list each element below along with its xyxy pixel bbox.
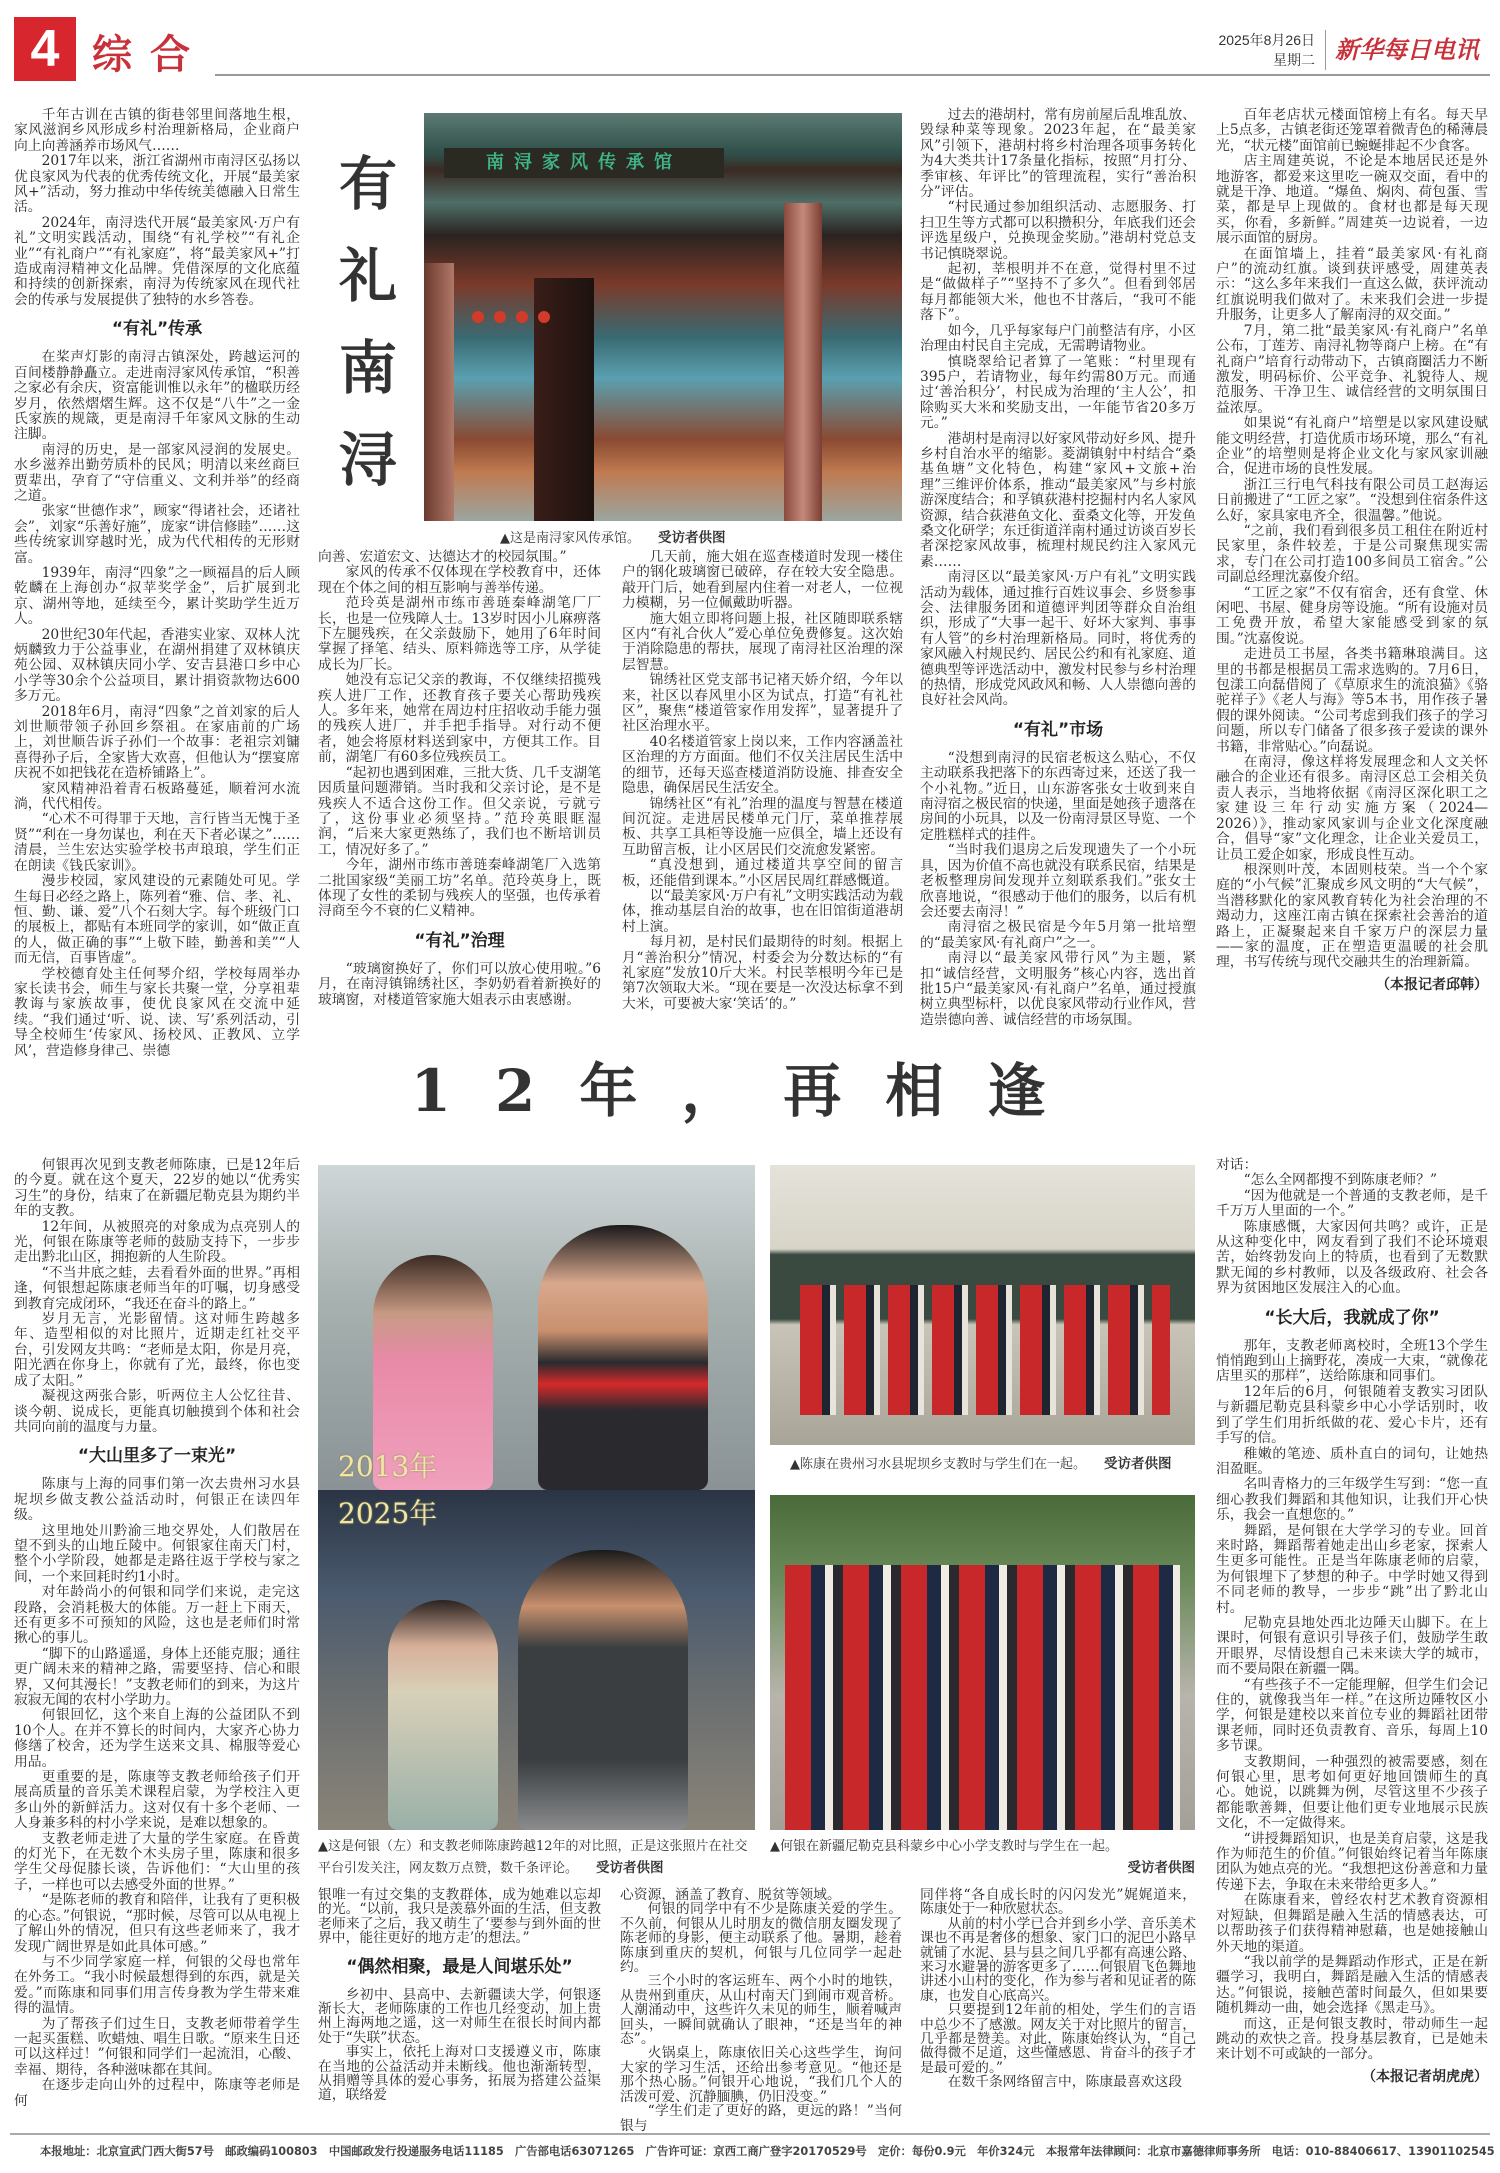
paragraph: 2018年6月，南浔“四象”之首刘家的后人刘世顺带领子孙回乡祭祖。在家庙前的广场上，刘世顺告诉子孙们一个故事：老祖宗刘镛喜得孙子后，全家皆大欢喜，但他认为“摆宴席庆祝不如把钱花在造桥铺路上”。 [14,703,300,782]
top-article-vertical-title [335,138,401,506]
paragraph: “脚下的山路遥遥，身体上还能克服；通往更广阔未来的精神之路，需要坚持、信心和眼界，又何其漫长！”支教老师们的到来，为这片寂寂无闻的农村小学助力。 [14,1645,300,1708]
paragraph: 起初，莘根明并不在意，觉得村里不过是“做做样子”“坚持不了多久”。但看到邻居每月都能领大米，他也不甘落后，“我可不能落下”。 [920,261,1196,324]
top-article-column-2b [622,550,903,1012]
section-name: 综合 [92,31,208,78]
paragraph: “我以前学的是舞蹈动作形式，正是在新疆学习，我明白，舞蹈是融入生活的情感表达。”何银说，接触芭蕾时间最久，但如果要随机舞动一曲，她会选择《黑走马》。 [1216,1953,1488,2017]
caption-text: ▲这是何银（左）和支教老师陈康跨越12年的对比照，正是这张照片在社交平台引发关注，网友数万点赞，数千条评论。 [318,1839,748,1876]
paragraph: 那年，支教老师离校时，全班13个学生悄悄跑到山上摘野花，凑成一大束，“就像花店里买的那样”，送给陈康和同事们。 [1216,1337,1488,1385]
paragraph: “有些孩子不一定能理解，但学生们会记住的，就像我当年一样。”在这所边陲牧区小学，何银是建校以来首位专业的舞蹈社团带课老师，同时还负责教育、音乐，每周上10多节课。 [1216,1676,1488,1755]
caption-text: ▲陈康在贵州习水县坭坝乡支教时与学生们在一起。 [790,1457,1086,1472]
paragraph: “怎么全网都搜不到陈康老师？” [1243,1172,1438,1189]
paragraph: 南浔区以“最美家风·万户有礼”文明实践活动为载体，通过推行百姓议事会、乡贤参事会、法律服务团和道德评判团等群众自治组织，形成了“大事一起干、好坏大家判、事事有人管”的乡村治理新格局。同时，将优秀的家风融入村规民约、居民公约和有礼家庭、道德典型等评选活动中，激发村民参与乡村治理的热情，形成党风政风和畅、人人崇德向善的良好社会风尚。 [920,569,1196,709]
paragraph: “真没想到，通过楼道共享空间的留言板，还能借到课本。”小区居民周红群感慨道。 [622,857,903,889]
red-lanterns [472,311,484,323]
paragraph: 浙江三行电气科技有限公司员工赵海运日前搬进了“工匠之家”。“没想到住宿条件这么好，家具家电齐全，很温馨。”他说。 [1216,476,1488,524]
paragraph: 学校德育处主任何琴介绍，学校每周举办家长读书会，师生与家长共聚一堂，分享祖辈教诲与家族故事，使优良家风在交流中延续。“我们通过‘听、说、读、写’系列活动，引导全校师生‘传家风、扬校风、正教风、立学风’，营造修身律己、崇德 [14,965,300,1059]
paragraph: 岁月无言，光影留情。这对师生跨越多年、造型相似的对比照片，近期走红社交平台，引发网友共鸣：“老师是太阳，你是月亮，阳光洒在你身上，你就有了光，最终，你也变成了太阳。” [14,1311,300,1389]
paragraph: 百年老店状元楼面馆榜上有名。每天早上5点多，古镇老街还笼罩着微青色的稀薄晨光，“状元楼”面馆前已蜿蜒排起不少食客。 [1216,107,1488,154]
classroom-photo [770,1165,1195,1445]
paragraph: 20世纪30年代起，香港实业家、双林人沈炳麟致力于公益事业，在湖州捐建了双林镇庆苑公园、双林镇庆同小学、安吉县港口乡中心小学等30余个公益项目，累计捐资款物达600多万元。 [14,626,300,705]
page-number: 4 [14,17,76,81]
paragraph: 对话： [1216,1157,1258,1173]
paragraph: 12年后的6月，何银随着支教实习团队与新疆尼勒克县科蒙乡中心小学话别时，收到了学生们用折纸做的花、爱心卡片，还有手写的信。 [1216,1383,1488,1447]
teacher-figure [538,1225,708,1490]
paragraph: 这里地处川黔渝三地交界处，人们散居在望不到头的山地丘陵中。何银家住南天门村，整个小学阶段，她都是走路往返于学校与家之间，一个来回耗时约1小时。 [14,1522,300,1585]
paragraph: 1939年，南浔“四象”之一顾福昌的后人顾乾麟在上海创办“叔苹奖学金”，后扩展到北京、湖州等地，延续至今，累计奖助学生近万人。 [14,564,300,628]
issue-date [1190,30,1315,70]
paragraph: “村民通过参加组织活动、志愿服务、打扫卫生等方式都可以积攒积分，年底我们还会评选星级户，兑换现金奖励。”港胡村党总支书记慎晓翠说。 [920,199,1196,262]
newspaper-logo: 新华每日电讯 [1335,35,1479,64]
bottom-article-column-1 [14,1158,300,2109]
hall-plaque: 南浔家风传承馆 [444,148,724,178]
paragraph: 尼勒克县地处西北边陲天山脚下。在上课时，何银有意识引导孩子们，鼓励学生敢开眼界，尽情设想自己未来读大学的城市，而不要局限在新疆一隅。 [1216,1614,1488,1678]
paragraph: 舞蹈，是何银在大学学习的专业。回首来时路，舞蹈帮着她走出山乡老家，探索人生更多可能性。正是当年陈康老师的启蒙，为何银埋下了梦想的种子。中学时她又得到不同老师的教导，一步步“跳”出了黔北山村。 [1216,1522,1488,1616]
heritage-hall-photo [424,113,902,521]
footer-rule [10,2133,1490,2135]
paragraph: 在南浔，像这样将发展理念和人文关怀融合的企业还有很多。南浔区总工会相关负责人表示，当地将依据《南浔区深化职工之家建设三年行动实施方案（2024—2026）》，推动家风家训与企业文化深度融合，倡导“家”文化理念，让企业关爱员工，让员工爱企如家，形成良性互动。 [1216,754,1488,863]
bottom-article-column-3 [620,1888,902,2133]
title-char: 南 [338,334,397,402]
paragraph: 事实上，依托上海对口支援遵义市，陈康在当地的公益活动并未断线。他也渐渐转型，从捐赠等具体的爱心事务，拓展为搭建公益渠道，联络爱 [318,2044,601,2104]
paragraph: 范玲英是湖州市练市善琏秦峰湖笔厂厂长，也是一位残障人士。13岁时因小儿麻痹落下左腿残疾，在父亲鼓励下，她用了6年时间掌握了择笔、结头、原料筛选等工序，从学徒成长为厂长。 [318,595,601,673]
paragraph: 几天前，施大姐在巡查楼道时发现一楼住户的钢化玻璃窗已破碎，存在较大安全隐患。敲开门后，她看到屋内住着一对老人，一位视力模糊，另一位佩戴助听器。 [622,549,903,612]
top-article-column-1 [14,108,300,1059]
paragraph: 从前的村小学已合并到乡小学、音乐美术课也不再是奢侈的想象、家门口的泥巴小路早就铺了水泥、县与县之间几乎都有高速公路、来习水避暑的游客更多了……何银眉飞色舞地讲述小山村的变化，作为参与者和见证者的陈康，也发自心底高兴。 [920,1915,1196,2004]
caption-text: ▲这是南浔家风传承馆。 [500,531,640,546]
paragraph: 银唯一有过交集的支教群体，成为她难以忘却的光。“以前，我只是羡慕外面的生活，但支教老师来了之后，我又萌生了‘要参与到外面的世界中，能往更好的地方走’的想法。” [318,1887,601,1947]
paragraph: “当时我们退房之后发现遗失了一个小玩具，因为价值不高也就没有联系民宿，结果是老板整理房间发现并立刻联系我们。”张女士欣喜地说，“很感动于他们的服务，以后有机会还要去南浔！” [920,842,1196,920]
paragraph: 锦绣社区“有礼”治理的温度与智慧在楼道间沉淀。走进居民楼单元门厅，菜单推荐展板、共享工具柜等设施一应俱全，墙上还设有互助留言板，让小区居民们交流愈发紧密。 [622,795,903,858]
paragraph: 火锅桌上，陈康依旧关心这些学生，询问大家的学习生活，还给出参考意见。“他还是那个热心肠。”何银开心地说，“我们几个人的活泼可爱、沉静腼腆，仍旧没变。” [620,2045,902,2105]
photo-credit: 受访者供图 [1127,1860,1195,1876]
paragraph: 过去的港胡村，常有房前屋后乱堆乱放、毁绿种菜等现象。2023年起，在“最美家风”引领下，港胡村将乡村治理各项事务转化为4大类共计17条量化指标，按照“月打分、季审核、年评比”的管理流程，实行“善治积分”评估。 [920,107,1196,201]
paragraph: 家风的传承不仅体现在学校教育中，还体现在个体之间的相互影响与善举传递。 [318,564,601,596]
paragraph: 如果说“有礼商户”培塑是以家风建设赋能文明经营，打造优质市场环境，那么“有礼企业”的培塑则是将企业文化与家风家训融合，促进市场的良性发展。 [1216,415,1488,478]
paragraph: 同伴将“各自成长时的闪闪发光”娓娓道来，陈康处于一种欣慰状态。 [920,1887,1196,1918]
photo-credit: 受访者供图 [658,530,726,546]
paragraph: 在逐步走向山外的过程中，陈康等老师是何 [14,2077,300,2109]
paragraph: 如今，几乎每家每户门前整洁有序，小区治理由村民自主完成，无需聘请物业。 [920,322,1196,355]
paragraph: 每月初，是村民们最期待的时刻。根据上月“善治积分”情况，村委会为分数达标的“有礼家庭”发放10斤大米。村民莘根明今年已是第7次领取大米。“现在要是一次没达标拿不到大米，可要被大家‘笑话’的。” [622,934,903,1012]
paragraph: 支教老师走进了大量的学生家庭。在昏黄的灯光下，在无数个木头房子里，陈康和很多学生父母促膝长谈，告诉他们：“大山里的孩子，一样也可以去感受外面的世界。” [14,1830,300,1893]
paragraph: “没想到南浔的民宿老板这么贴心，不仅主动联系我把落下的东西寄过来，还送了我一个小礼物。”近日，山东游客张女士收到来自南浔宿之极民宿的快递，里面是她孩子遗落在房间的小玩具，以及一份南浔景区导览、一个定胜糕样式的挂件。 [920,749,1196,843]
bottom-article-column-5 [1216,1158,1488,2087]
photo-credit: 受访者供图 [1104,1456,1172,1472]
footer-imprint: 本报地址：北京宣武门西大街57号 邮政编码100803 中国邮政发行投递服务电话11185 广告部电话63071265 广告许可证：京西工商广登字20170529号 定价：每份0.9元 年价324元 本报常年法律顾问：北京市嘉德律师事务所 电话：010-88406617、13901102545 [40,2145,1495,2158]
paragraph: 乡初中、县高中、去新疆读大学，何银逐渐长大，老师陈康的工作也几经变动，加上贵州上海两地之遥，这一对师生在很长时间内都处于“失联”状态。 [318,1986,601,2046]
subheading: “偶然相聚，最是人间堪乐处” [346,1956,573,1977]
header-rule [215,74,1490,76]
year-label-2025: 2025年 [338,1497,438,1530]
paragraph: 千年古训在古镇的街巷邻里间落地生根，家风滋润乡风形成乡村治理新格局，企业商户向上向善涵养市场风气…… [14,107,300,154]
paragraph: 家风精神沿着青石板路蔓延，顺着河水流淌，代代相传。 [14,780,300,813]
paragraph: 更重要的是，陈康等支教老师给孩子们开展高质量的音乐美术课程启蒙，为学校注入更多山外的新鲜活力。这对仅有十多个老师、一人身兼多科的村小学来说，是难以想象的。 [14,1769,300,1832]
photo-credit: 受访者供图 [596,1860,664,1876]
right-bottom-photo-caption [770,1838,1195,1876]
paragraph: 与不少同学家庭一样，何银的父母也常年在外务工。“我小时候最想得到的东西，就是关爱。”而陈康和同事们用言传身教为学生带来难得的温情。 [14,1953,300,2017]
paragraph: 南浔宿之极民宿是今年5月第一批培塑的“最美家风·有礼商户”之一。 [920,919,1196,951]
weekday-text: 星期二 [1273,52,1315,68]
paragraph: 陈康感慨，大家因何共鸣？或许，正是从这种变化中，网友看到了我们不论环境艰苦，始终勃发向上的特质，也看到了无数默默无闻的乡村教师，以及各级政府、社会各界为贫困地区发展注入的心血。 [1216,1218,1488,1297]
hall-pillar [784,203,822,521]
students-group [785,1565,1180,1830]
students-group [800,1285,1170,1415]
byline: （本报记者胡虎虎） [1362,2068,1488,2085]
paragraph: 南浔以“最美家风带行风”为主题，紧扣“诚信经营，文明服务”核心内容，选出首批15户“最美家风·有礼商户”名单，通过授旗树立典型标杆，以优良家风带动行业作风，营造崇德向善、诚信经营的市场氛围。 [920,950,1196,1028]
paragraph: 在陈康看来，曾经农村艺术教育资源相对短缺，但舞蹈是融入生活的情感表达，可以帮助孩子们获得精神慰藉，也是她接触山外天地的渠道。 [1216,1892,1488,1955]
right-top-photo-caption [790,1452,1195,1474]
paragraph: 向善、宏道宏文、达德达才的校园氛围。” [318,549,567,565]
paragraph: “不当井底之蛙，去看看外面的世界。”再相逢，何银想起陈康老师当年的叮嘱，切身感受到教育完成闭环，“我还在奋斗的路上。” [14,1264,300,1312]
paragraph: 心资源，涵盖了教育、脱贫等领域。 [620,1887,841,1903]
paragraph: 40名楼道管家上岗以来，工作内容涵盖社区治理的方方面面。他们不仅关注居民生活中的细节，还每天巡查楼道消防设施、排查安全隐患，确保居民生活安全。 [622,733,903,797]
paragraph: “因为他就是一个普通的支教老师，是千千万万人里面的一个。” [1216,1187,1488,1220]
paragraph: “工匠之家”不仅有宿舍，还有食堂、休闲吧、书屋、健身房等设施。“所有设施对员工免费开放，希望大家能感受到家的氛围。”沈嘉俊说。 [1216,584,1488,647]
paragraph: 锦绣社区党支部书记褚天娇介绍，今年以来，社区以春风里小区为试点，打造“有礼社区”，聚焦“楼道管家作用发挥”，显著提升了社区治理水平。 [622,672,903,735]
paragraph: 2024年，南浔迭代开展“最美家风·万户有礼”文明实践活动，围绕“有礼学校”“有礼企业”“有礼商户”“有礼家庭”，将“最美家风+”打造成南浔精神文化品牌。凭借深厚的文化底蕴和持续的创新探索，南浔为传统家风在现代社会的传承与发展提供了独特的水乡答卷。 [14,214,300,308]
paragraph: 支教期间，一种强烈的被需要感，刻在何银心里，思考如何更好地回馈师生的真心。她说，以跳舞为例，尽管这里不少孩子都能歌善舞，但要让他们更专业地展示民族文化，不一定做得来。 [1216,1753,1488,1832]
paragraph: 根深则叶茂，本固则枝荣。当一个个家庭的“小气候”汇聚成乡风文明的“大气候”，当潜移默化的家风教育转化为社会治理的不竭动力，这座江南古镇在探索社会善治的道路上，正凝聚起来自千家万户的深层力量——家的温度，正在塑造更温暖的社会肌理，书写传统与现代交融共生的治理新篇。 [1216,861,1488,971]
subheading: “大山里多了一束光” [77,1446,237,1467]
paragraph: 在数千条网络留言中，陈康最喜欢这段 [947,2074,1183,2091]
caption-text: ▲何银在新疆尼勒克县科蒙乡中心小学支教时与学生在一起。 [770,1839,1118,1854]
top-photo-caption [500,526,880,548]
xinjiang-students-photo [770,1495,1195,1830]
photo-2013 [318,1165,755,1490]
hall-doorway [534,278,594,521]
paragraph: 港胡村是南浔以好家风带动好乡风、提升乡村自治水平的缩影。菱湖镇射中村结合“桑基鱼塘”文化特色，构建“家风+文旅+治理”三维评价体系，推动“最美家风”与乡村旅游深度结合；和孚镇荻港村挖掘村内名人家风资源，结合荻港鱼文化、蚕桑文化等，开发鱼桑文化研学；东迁街道洋南村通过访谈百岁长者深挖家风故事，梳理村规民约注入家风元素…… [920,430,1196,570]
paragraph: “心术不可得罪于天地，言行皆当无愧于圣贤”“利在一身勿谋也，利在天下者必谋之”……清晨，兰生宏达实验学校书声琅琅，学生们正在朗读《钱氏家训》。 [14,811,300,874]
subheading: “有礼”市场 [1012,719,1104,740]
paragraph: 2017年以来，浙江省湖州市南浔区弘扬以优良家风为代表的优秀传统文化，开展“最美家风+”活动，努力推动中华传统美德融入日常生活。 [14,153,300,216]
paragraph: “起初也遇到困难，三批大货、几千支湖笔因质量问题滞销。当时我和父亲讨论，是不是残疾人不适合这份工作。但父亲说，亏就亏了，这份事业必须坚持。”范玲英眼眶湿润，“后来大家更熟练了，我们也不断培训员工，情况好多了。” [318,764,601,858]
paragraph: 在面馆墙上，挂着“最美家风·有礼商户”的流动红旗。谈到获评感受，周建英表示：“这么多年来我们一直这么做，获评流动红旗说明我们做对了。未来我们会进一步提升服务，让更多人了解南浔的双交面。” [1216,245,1488,324]
hall-pillar [424,263,454,521]
title-char: 有 [338,150,397,218]
paragraph: 施大姐立即将问题上报，社区随即联系辖区内“有礼合伙人”爱心单位免费修复。这次始于消除隐患的帮扶，展现了南浔社区治理的深层智慧。 [622,610,903,673]
photo-2025 [318,1490,755,1830]
paragraph: “玻璃窗换好了，你们可以放心使用啦。”6月，在南浔镇锦绣社区，李奶奶看着新换好的玻璃窗，对楼道管家施大姐表示由衷感谢。 [318,960,601,1008]
paragraph: “之前，我们看到很多员工租住在附近村民家里，条件较差，于是公司聚焦现实需求，专门在公司打造100多间员工宿舍。”公司副总经理沈嘉俊介绍。 [1216,522,1488,586]
title-char: 礼 [338,242,397,310]
paragraph: 何银再次见到支教老师陈康，已是12年后的今夏。就在这个夏天，22岁的她以“优秀实习生”的身份，结束了在新疆尼勒克县为期约半年的支教。 [14,1157,300,1220]
left-photo-caption [318,1838,755,1878]
paragraph: 走进员工书屋，各类书籍琳琅满目。这里的书都是根据员工需求选购的。7月6日，包漾工向磊借阅了《草原求生的流浪猫》《骆驼祥子》《老人与海》等5本书，用作孩子暑假的课外阅读。“公司考虑到我们孩子的学习问题，所以专门储备了很多孩子爱读的课外书籍，非常贴心。”向磊说。 [1216,646,1488,755]
paragraph: 三个小时的客运班车、两个小时的地铁，从贵州到重庆，从山村南天门到闹市观音桥。人潮涌动中，这些许久未见的师生，顺着喊声回头，一瞬间就确认了眼神，“还是当年的神态”。 [620,1973,902,2048]
subheading: “有礼”治理 [414,930,505,951]
bottom-article-title: 12年，再相逢 [410,1057,1090,1125]
top-article-column-4 [1216,108,1488,995]
paragraph: 在桨声灯影的南浔古镇深处，跨越运河的百间楼静静矗立。走进南浔家风传承馆，“积善之家必有余庆，资富能训惟以永年”的楹联历经岁月，依然熠熠生辉。这不仅是“八牛”之一金氏家族的规箴，更是南浔千年家风文脉的生动注脚。 [14,349,300,443]
paragraph: 7月，第二批“最美家风·有礼商户”名单公布，丁莲芳、南浔礼物等商户上榜。在“有礼商户”培育行动带动下，古镇商圈活力不断激发，明码标价、公平竞争、礼貌待人、规范服务、干净卫生、诚信经营的文明氛围日益浓厚。 [1216,322,1488,416]
man-figure [518,1550,688,1830]
paragraph: 慎晓翠给记者算了一笔账：“村里现有395户，若请物业，每年约需80万元。而通过‘善治积分’，村民成为治理的‘主人公’，扣除购买大米和奖励支出，一年能节省20多万元。” [920,353,1196,432]
paragraph: 而这，正是何银支教时，带动师生一起跳动的欢快之音。投身基层教育，已是她未来计划不可或缺的一部分。 [1216,2015,1488,2063]
paragraph: 只要提到12年前的相处，学生们的言语中总少不了感激。网友关于对比照片的留言，几乎都是赞美。对此，陈康始终认为，“自己做得微不足道，这些懂感恩、肯奋斗的孩子才是最可爱的。” [920,2002,1196,2076]
paragraph: “讲授舞蹈知识，也是美育启蒙，这是我作为师范生的价值。”何银始终记着当年陈康团队为她点亮的光。“我想把这份善意和力量传递下去，争取在未来带给更多人。” [1216,1830,1488,1893]
paragraph: 漫步校园，家风建设的元素随处可见。学生每日必经之路上，陈列着“雅、信、孝、礼、恒、勤、谦、爱”八个石刻大字。每个班级门口的展板上，都贴有本班同学的家训，如“做正直的人，做正确的事”“上敬下睦，勤善和美”“人而无信，百事皆虚”。 [14,873,300,967]
paragraph: 稚嫩的笔迹、质朴直白的词句，让她热泪盈眶。 [1216,1445,1488,1477]
byline: （本报记者邱韩） [1376,976,1488,993]
year-label-2013: 2013年 [338,1450,438,1483]
paragraph: 何银回忆，这个来自上海的公益团队不到10个人。在并不算长的时间内，大家齐心协力修缮了校舍，还为学生送来文具、棉服等爱心用品。 [14,1707,300,1770]
paragraph: “是陈老师的教育和陪伴，让我有了更积极的心态。”何银说，“那时候，尽管可以从电视上了解山外的情况，但只有这些老师来了，我才发现广阔世界是如此具体可感。” [14,1892,300,1955]
paragraph: 何银的同学中有不少是陈康关爱的学生。不久前，何银从儿时朋友的微信朋友圈发现了陈老师的身影，便主动联系了他。暑期，趁着陈康到重庆的契机，何银与几位同学一起赴约。 [620,1901,902,1976]
paragraph: 陈康与上海的同事们第一次去贵州习水县坭坝乡做支教公益活动时，何银正在读四年级。 [14,1476,300,1524]
header-divider [1325,30,1326,70]
paragraph: “学生们走了更好的路，更远的路！”当何银与 [620,2103,902,2134]
date-text: 2025年8月26日 [1218,32,1315,48]
paragraph: 南浔的历史，是一部家风浸润的发展史。水乡滋养出勤劳质朴的民风；明清以来丝商巨贾辈出，孕育了“守信重义、文利并举”的经商之道。 [14,441,300,504]
paragraph: 店主周建英说，不论是本地居民还是外地游客，都爱来这里吃一碗双交面，看中的就是干净、地道。“爆鱼、焖肉、荷包蛋、雪菜，都是早上现做的。食材也都是每天现买，你看，多新鲜。”周建英一边说着，一边展示面馆的厨房。 [1216,153,1488,247]
paragraph: 凝视这两张合影，听两位主人公忆往昔、谈今朝、说成长，更能真切触摸到个体和社会共同向前的温度与力量。 [14,1388,300,1435]
paragraph: 她没有忘记父亲的教诲，不仅继续招揽残疾人进厂工作，还教育孩子要关心帮助残疾人。多年来，她常在周边村庄招收动手能力强的残疾人进厂，并手把手指导。对行动不便者，她会将原材料送到家中，方便其工作。目前，湖笔厂有60多位残疾员工。 [318,672,601,766]
paragraph: 张家“世德作求”，顾家“得诸社会，还诸社会”，刘家“乐善好施”，庞家“讲信修睦”……这些传统家训穿越时光，成为代代相传的无形财富。 [14,503,300,566]
bottom-article-column-2 [318,1888,601,2103]
subheading: “长大后，我就成了你” [1264,1307,1440,1328]
top-article-column-3 [920,108,1196,1028]
paragraph: 12年间，从被照亮的对象成为点亮别人的光，何银在陈康等老师的鼓励支持下，一步步走出黔北山区，拥抱新的人生阶段。 [14,1218,300,1266]
paragraph: 对年龄尚小的何银和同学们来说，走完这段路，会消耗极大的体能。万一赶上下雨天，还有更多不可预知的风险，这也是老师们时常揪心的事儿。 [14,1584,300,1647]
paragraph: 为了帮孩子们过生日，支教老师带着学生一起买蛋糕、吹蜡烛、唱生日歌。“原来生日还可以这样过！”何银和同学们一起流泪，心酸、幸福、期待，各种滋味都在其间。 [14,2015,300,2078]
paragraph: 今年，湖州市练市善琏秦峰湖笔厂入选第二批国家级“美丽工坊”名单。范玲英身上，既体现了女性的柔韧与残疾人的坚强，也传承着浔商至今不衰的仁义精神。 [318,857,601,920]
paragraph: 以“最美家风·万户有礼”文明实践活动为载体，推动基层自治的故事，也在旧馆街道港胡村上演。 [622,887,903,935]
bottom-article-column-4 [920,1888,1196,2090]
title-char: 浔 [338,426,397,494]
paragraph: 名叫青格力的三年级学生写到：“您一直细心教我们舞蹈和其他知识，让我们开心快乐，我会一直想您的。” [1216,1476,1488,1524]
woman-figure [388,1600,498,1830]
top-article-column-2a [318,550,601,1008]
subheading: “有礼”传承 [111,319,203,340]
